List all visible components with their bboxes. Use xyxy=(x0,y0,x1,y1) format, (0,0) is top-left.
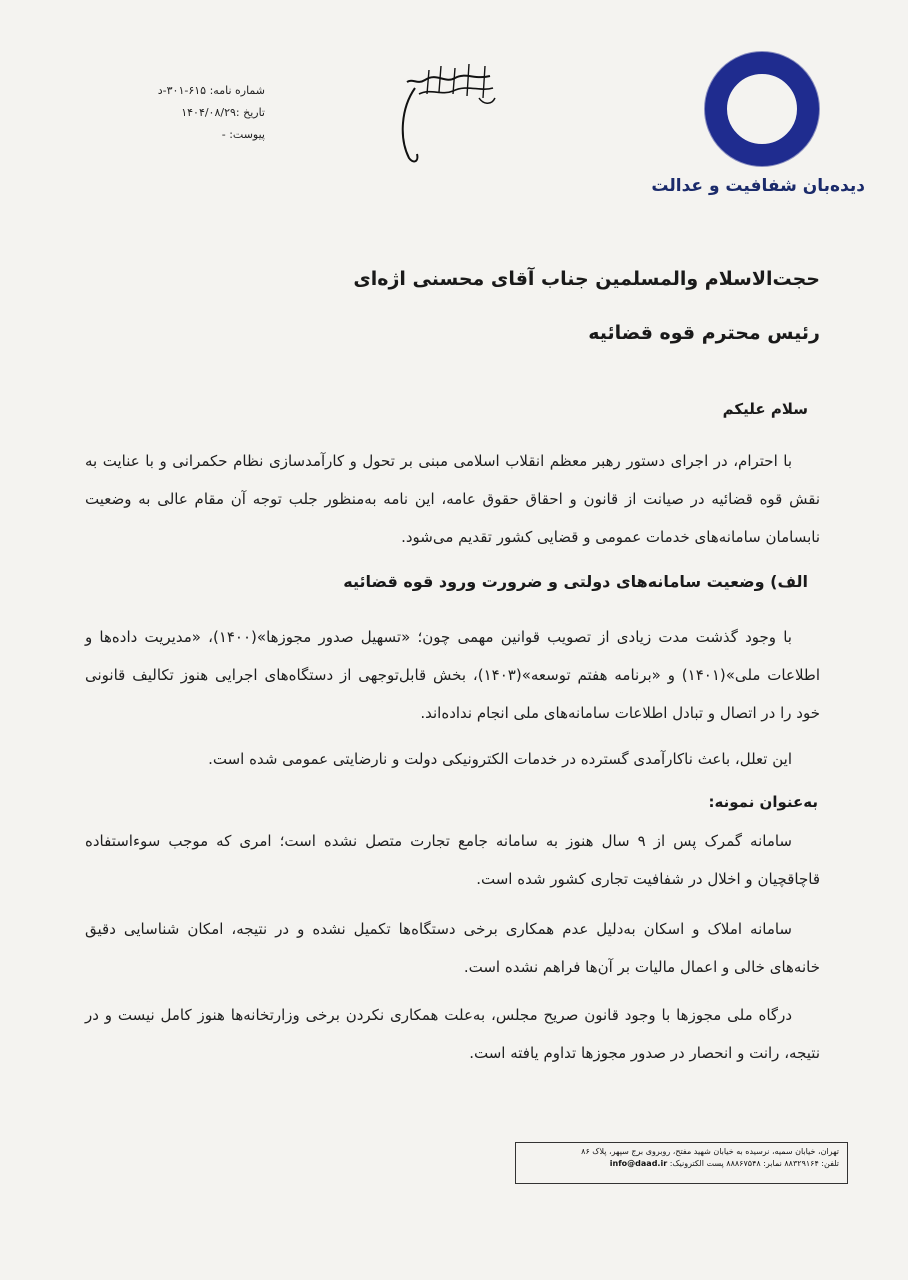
basmala-calligraphy xyxy=(395,58,505,168)
example-permits: درگاه ملی مجوزها با وجود قانون صریح مجلس، به‌علت همکاری نکردن برخی وزارتخانه‌ها هنوز کامل نیست و در نتیجه، رانت و انحصار در صدور مجوزها تداوم یافته است. xyxy=(85,1006,820,1062)
recipient-name: حجت‌الاسلام والمسلمین جناب آقای محسنی اژه‌ای xyxy=(353,268,820,290)
section-a-paragraph-2: این تعلل، باعث ناکارآمدی گسترده در خدمات الکترونیکی دولت و نارضایتی عمومی شده است. xyxy=(208,750,792,768)
footer-contact-box xyxy=(515,1142,848,1184)
greeting: سلام علیکم xyxy=(722,400,808,418)
organization-logo-icon xyxy=(698,45,826,173)
example-housing: سامانه املاک و اسکان به‌دلیل عدم همکاری برخی دستگاه‌ها تکمیل نشده و در نتیجه، امکان شناسایی دقیق خانه‌های خالی و اعمال مالیات بر آن‌ها فراهم نشده است. xyxy=(85,920,820,976)
letter-meta xyxy=(95,80,265,146)
footer-address: تهران، خیابان سمیه، نرسیده به خیابان شهید مفتح، روبروی برج سپهر، پلاک ۸۶ xyxy=(581,1147,839,1156)
letter-attachment: پیوست: - xyxy=(221,128,265,141)
footer-email: info@daad.ir xyxy=(609,1159,668,1168)
letter-number: شماره نامه: ۶۱۵-۳۰۱-د xyxy=(157,84,265,97)
section-a-paragraph-1: با وجود گذشت مدت زیادی از تصویب قوانین مهمی چون؛ «تسهیل صدور مجوزها»(۱۴۰۰)، «مدیریت داده‌ها و اطلاعات ملی»(۱۴۰۱) و «برنامه هفتم توسعه»(۱۴۰۳)، بخش قابل‌توجهی از دستگاه‌های اجرایی هنوز تکالیف قانونی خود را در اتصال و تبادل اطلاعات سامانه‌های ملی انجام نداده‌اند. xyxy=(85,628,821,722)
examples-title: به‌عنوان نمونه: xyxy=(708,793,818,811)
intro-paragraph: با احترام، در اجرای دستور رهبر معظم انقلاب اسلامی مبنی بر تحول و کارآمدسازی نظام حکمرانی و با عنایت به نقش قوه قضائیه در صیانت از قانون و احقاق حقوق عامه، این نامه به‌منظور جلب توجه آن مقام عالی به وضعیت نابسامان سامانه‌های خدمات عمومی و قضایی کشور تقدیم می‌شود. xyxy=(85,452,820,546)
letter-date: تاریخ :۱۴۰۴/۰۸/۲۹ xyxy=(181,106,265,119)
footer-contact xyxy=(524,1158,839,1170)
example-customs: سامانه گمرک پس از ۹ سال هنوز به سامانه جامع تجارت متصل نشده است؛ امری که موجب سوءاستفاده قاچاقچیان و اخلال در شفافیت تجاری کشور شده است. xyxy=(85,832,820,888)
brand-name: دیده‌بان شفافیت و عدالت xyxy=(651,176,865,196)
footer-phones: تلفن: ۸۸۳۲۹۱۶۴ نمابر: ۸۸۸۶۷۵۴۸ پست الکترونیک: xyxy=(669,1159,839,1168)
section-a-title: الف) وضعیت سامانه‌های دولتی و ضرورت ورود قوه قضائیه xyxy=(343,572,808,591)
recipient-title: رئیس محترم قوه قضائیه xyxy=(588,322,820,344)
